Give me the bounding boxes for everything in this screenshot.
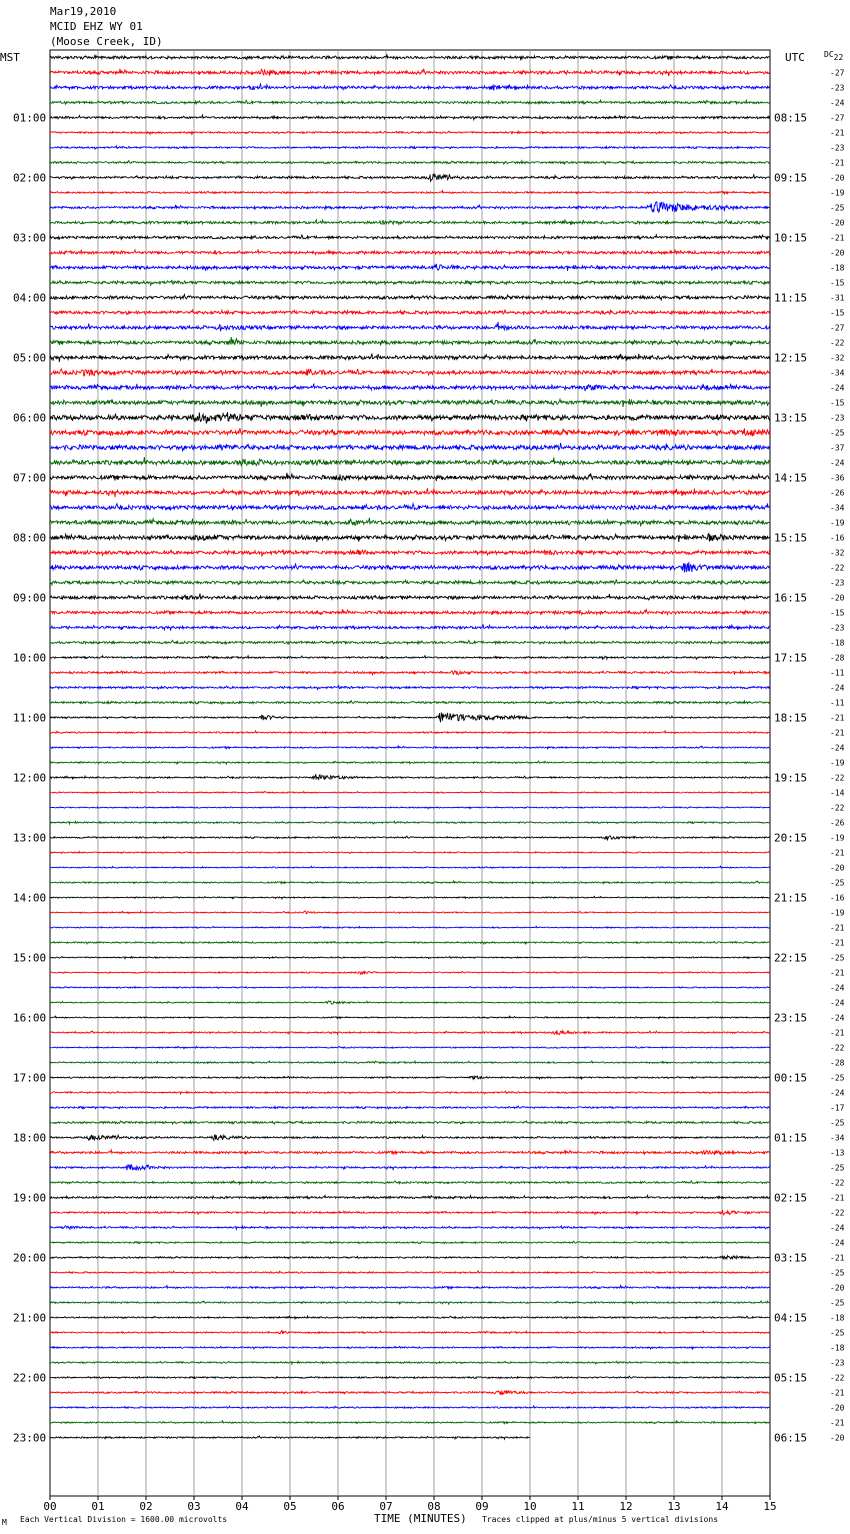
right-hour-label: 03:15 <box>774 1251 808 1265</box>
trace-row-70 <box>50 1106 770 1109</box>
trace-row-26 <box>50 443 770 451</box>
left-hour-label: 08:00 <box>13 531 47 545</box>
trace-row-25 <box>50 428 770 436</box>
left-hour-label: 21:00 <box>13 1311 47 1325</box>
trace-row-16 <box>50 295 770 300</box>
dc-offset-label: -23 <box>830 143 845 153</box>
dc-offset-label: -28 <box>830 1058 845 1068</box>
right-hour-label: 13:15 <box>774 411 808 425</box>
trace-row-43 <box>50 701 770 704</box>
trace-row-81 <box>50 1271 770 1274</box>
dc-offset-label: -24 <box>830 1088 845 1098</box>
right-hour-label: 21:15 <box>774 891 808 905</box>
dc-offset-label: -21 <box>830 128 845 138</box>
trace-row-21 <box>50 369 770 376</box>
trace-row-84 <box>50 1316 770 1319</box>
dc-offset-label: -26 <box>830 488 845 498</box>
dc-offset-label: -34 <box>830 503 845 513</box>
left-hour-label: 16:00 <box>13 1011 47 1025</box>
dc-offset-label: -24 <box>830 383 845 393</box>
right-hour-label: 14:15 <box>774 471 808 485</box>
trace-row-18 <box>50 322 770 331</box>
right-hour-label: 19:15 <box>774 771 808 785</box>
left-hour-label: 02:00 <box>13 171 47 185</box>
dc-offset-label: -25 <box>830 953 845 963</box>
trace-row-87 <box>50 1361 770 1364</box>
trace-row-64 <box>50 1016 770 1018</box>
left-hour-label: 07:00 <box>13 471 47 485</box>
dc-offset-label: -21 <box>830 938 845 948</box>
trace-row-47 <box>50 761 770 764</box>
dc-offset-label: -32 <box>830 353 845 363</box>
trace-row-57 <box>50 911 770 914</box>
dc-offset-label: -20 <box>830 1403 845 1413</box>
header-location: (Moose Creek, ID) <box>50 35 163 48</box>
trace-row-55 <box>50 881 770 884</box>
left-hour-label: 17:00 <box>13 1071 47 1085</box>
dc-header-label <box>824 50 843 62</box>
dc-offset-label: -20 <box>830 593 845 603</box>
right-hour-label: 17:15 <box>774 651 808 665</box>
trace-row-39 <box>50 640 770 644</box>
dc-offset-label: -20 <box>830 1433 845 1443</box>
dc-offset-label: -23 <box>830 413 845 423</box>
right-hour-label: 22:15 <box>774 951 808 965</box>
dc-offset-label: -14 <box>830 788 845 798</box>
dc-offset-label: -28 <box>830 653 845 663</box>
trace-row-80 <box>50 1256 770 1260</box>
dc-first-value: 22 <box>833 53 844 62</box>
left-hour-label: 19:00 <box>13 1191 47 1205</box>
right-hour-label: 01:15 <box>774 1131 808 1145</box>
division-note: Each Vertical Division = 1600.00 microvolts <box>20 1515 228 1524</box>
trace-row-32 <box>50 534 770 543</box>
left-hour-label: 01:00 <box>13 111 47 125</box>
dc-offset-label: -19 <box>830 908 845 918</box>
dc-offset-label: -24 <box>830 743 845 753</box>
right-hour-label: 02:15 <box>774 1191 808 1205</box>
dc-offset-label: -15 <box>830 278 845 288</box>
trace-row-66 <box>50 1046 770 1048</box>
trace-row-1 <box>50 69 770 76</box>
trace-row-74 <box>50 1164 770 1170</box>
dc-offset-label: -15 <box>830 608 845 618</box>
trace-row-90 <box>50 1406 770 1409</box>
dc-offset-label: -21 <box>830 158 845 168</box>
left-hour-label: 23:00 <box>13 1431 47 1445</box>
dc-offset-label: -22 <box>830 1373 845 1383</box>
dc-offset-label: -34 <box>830 368 845 378</box>
trace-row-85 <box>50 1331 770 1334</box>
trace-row-88 <box>50 1376 770 1379</box>
x-tick-label: 15 <box>763 1500 777 1513</box>
dc-offset-label: -27 <box>830 113 845 123</box>
dc-offset-label: -25 <box>830 1328 845 1338</box>
x-tick-label: 10 <box>523 1500 537 1513</box>
trace-row-2 <box>50 84 770 91</box>
trace-row-59 <box>50 941 770 944</box>
dc-label: DC <box>824 50 834 59</box>
dc-offset-label: -25 <box>830 1298 845 1308</box>
dc-offset-label: -21 <box>830 1253 845 1263</box>
scale-mark: M <box>2 1518 7 1527</box>
x-tick-label: 14 <box>715 1500 729 1513</box>
trace-row-46 <box>50 746 770 749</box>
trace-row-75 <box>50 1181 770 1184</box>
trace-row-89 <box>50 1391 770 1395</box>
trace-row-35 <box>50 579 770 585</box>
trace-row-24 <box>50 412 770 423</box>
header-date: Mar19,2010 <box>50 5 117 18</box>
dc-offset-label: -20 <box>830 248 845 258</box>
trace-row-4 <box>50 115 770 120</box>
dc-offset-label: -24 <box>830 1013 845 1023</box>
dc-offset-label: -25 <box>830 878 845 888</box>
trace-row-8 <box>50 174 770 181</box>
left-hour-label: 10:00 <box>13 651 47 665</box>
dc-offset-label: -22 <box>830 1043 845 1053</box>
right-hour-label: 04:15 <box>774 1311 808 1325</box>
trace-row-42 <box>50 686 770 690</box>
trace-row-48 <box>50 774 770 779</box>
dc-offset-label: -21 <box>830 1028 845 1038</box>
trace-row-44 <box>50 713 770 722</box>
right-hour-label: 18:15 <box>774 711 808 725</box>
right-hour-label: 11:15 <box>774 291 808 305</box>
right-hour-label: 20:15 <box>774 831 808 845</box>
x-tick-label: 04 <box>235 1500 249 1513</box>
dc-offset-label: -17 <box>830 1103 845 1113</box>
dc-offset-label: -13 <box>830 1148 845 1158</box>
trace-row-63 <box>50 1001 770 1004</box>
trace-row-22 <box>50 384 770 392</box>
dc-offset-label: -19 <box>830 518 845 528</box>
trace-row-13 <box>50 250 770 256</box>
dc-offset-label: -24 <box>830 998 845 1008</box>
dc-offset-label: -15 <box>830 308 845 318</box>
dc-offset-label: -20 <box>830 1283 845 1293</box>
dc-offset-label: -11 <box>830 698 845 708</box>
trace-row-79 <box>50 1241 770 1244</box>
dc-offset-label: -25 <box>830 1163 845 1173</box>
left-hour-label: 13:00 <box>13 831 47 845</box>
dc-offset-label: -20 <box>830 863 845 873</box>
header-station: MCID EHZ WY 01 <box>50 20 143 33</box>
trace-row-27 <box>50 457 770 466</box>
x-tick-label: 06 <box>331 1500 345 1513</box>
trace-row-58 <box>50 926 770 928</box>
trace-row-3 <box>50 100 770 104</box>
trace-row-72 <box>50 1135 770 1140</box>
trace-row-82 <box>50 1286 770 1289</box>
trace-row-69 <box>50 1091 770 1094</box>
seismic-traces <box>50 54 770 1439</box>
trace-row-10 <box>50 202 770 213</box>
dc-offset-label: -27 <box>830 68 845 78</box>
trace-row-67 <box>50 1061 770 1063</box>
dc-offset-label: -22 <box>830 1208 845 1218</box>
x-tick-label: 11 <box>571 1500 585 1513</box>
x-axis <box>43 1496 776 1513</box>
dc-offset-label: -31 <box>830 293 845 303</box>
dc-offset-label: -22 <box>830 338 845 348</box>
trace-row-71 <box>50 1121 770 1124</box>
trace-row-33 <box>50 549 770 556</box>
x-tick-label: 05 <box>283 1500 297 1513</box>
dc-offset-label: -25 <box>830 1268 845 1278</box>
right-hour-label: 16:15 <box>774 591 808 605</box>
right-hour-label: 15:15 <box>774 531 808 545</box>
dc-offset-label: -22 <box>830 803 845 813</box>
left-hour-label: 05:00 <box>13 351 47 365</box>
right-hour-label: 05:15 <box>774 1371 808 1385</box>
x-tick-label: 08 <box>427 1500 441 1513</box>
left-hour-label: 04:00 <box>13 291 47 305</box>
dc-offset-label: -24 <box>830 458 845 468</box>
trace-row-62 <box>50 987 770 989</box>
left-hour-label: 09:00 <box>13 591 47 605</box>
trace-row-34 <box>50 562 770 572</box>
dc-offset-label: -34 <box>830 1133 845 1143</box>
trace-row-36 <box>50 594 770 600</box>
left-hour-label: 11:00 <box>13 711 47 725</box>
trace-row-7 <box>50 161 770 164</box>
x-tick-label: 03 <box>187 1500 201 1513</box>
trace-row-68 <box>50 1076 770 1079</box>
trace-row-65 <box>50 1030 770 1034</box>
dc-offset-label: -27 <box>830 323 845 333</box>
trace-row-31 <box>50 518 770 527</box>
x-tick-label: 07 <box>379 1500 393 1513</box>
left-hour-label: 06:00 <box>13 411 47 425</box>
clip-note: Traces clipped at plus/minus 5 vertical divisions <box>482 1515 719 1524</box>
left-hour-label: 22:00 <box>13 1371 47 1385</box>
trace-row-15 <box>50 280 770 285</box>
dc-offset-label: -18 <box>830 263 845 273</box>
trace-row-77 <box>50 1210 770 1215</box>
trace-row-14 <box>50 264 770 271</box>
x-axis-title: TIME (MINUTES) <box>374 1512 467 1525</box>
trace-row-91 <box>50 1421 770 1424</box>
trace-row-0 <box>50 54 770 59</box>
trace-row-50 <box>50 807 770 809</box>
trace-row-53 <box>50 851 770 853</box>
right-hour-label: 06:15 <box>774 1431 808 1445</box>
right-hour-label: 23:15 <box>774 1011 808 1025</box>
trace-row-51 <box>50 821 770 824</box>
trace-row-38 <box>50 625 770 631</box>
dc-offset-label: -19 <box>830 833 845 843</box>
dc-offset-label: -16 <box>830 533 845 543</box>
right-hour-labels <box>774 112 807 1445</box>
x-tick-label: 13 <box>667 1500 681 1513</box>
dc-offset-label: -25 <box>830 1118 845 1128</box>
trace-row-17 <box>50 309 770 314</box>
trace-row-30 <box>50 504 770 511</box>
left-timezone-label: MST <box>0 51 20 64</box>
dc-offset-label: -21 <box>830 1418 845 1428</box>
dc-offset-label: -23 <box>830 83 845 93</box>
dc-offset-label: -21 <box>830 1193 845 1203</box>
trace-row-12 <box>50 235 770 240</box>
trace-row-49 <box>50 791 770 793</box>
trace-row-54 <box>50 866 770 868</box>
trace-row-52 <box>50 836 770 840</box>
dc-offset-label: -24 <box>830 1238 845 1248</box>
trace-row-76 <box>50 1195 770 1198</box>
dc-offset-label: -23 <box>830 578 845 588</box>
dc-offset-label: -18 <box>830 638 845 648</box>
dc-offset-label: -21 <box>830 233 845 243</box>
trace-row-23 <box>50 399 770 407</box>
dc-offset-label: -36 <box>830 473 845 483</box>
trace-row-83 <box>50 1301 770 1304</box>
trace-row-40 <box>50 656 770 660</box>
x-tick-label: 12 <box>619 1500 633 1513</box>
dc-offset-label: -37 <box>830 443 845 453</box>
left-hour-label: 14:00 <box>13 891 47 905</box>
dc-offset-label: -20 <box>830 173 845 183</box>
x-tick-label: 09 <box>475 1500 489 1513</box>
trace-row-45 <box>50 731 770 734</box>
dc-offset-label: -32 <box>830 548 845 558</box>
left-hour-label: 18:00 <box>13 1131 47 1145</box>
trace-row-73 <box>50 1150 770 1155</box>
trace-row-60 <box>50 957 770 959</box>
trace-row-19 <box>50 337 770 346</box>
trace-row-11 <box>50 220 770 225</box>
right-hour-label: 00:15 <box>774 1071 808 1085</box>
left-hour-label: 15:00 <box>13 951 47 965</box>
trace-row-78 <box>50 1226 770 1230</box>
right-timezone-label: UTC <box>785 51 805 64</box>
trace-row-56 <box>50 896 770 899</box>
dc-offset-label: -18 <box>830 1343 845 1353</box>
dc-offset-label: -16 <box>830 893 845 903</box>
dc-offset-label: -24 <box>830 1223 845 1233</box>
left-hour-label: 20:00 <box>13 1251 47 1265</box>
dc-offset-label: -25 <box>830 428 845 438</box>
dc-offset-label: -21 <box>830 713 845 723</box>
dc-offset-label: -25 <box>830 203 845 213</box>
dc-offset-label: -18 <box>830 1313 845 1323</box>
left-hour-label: 03:00 <box>13 231 47 245</box>
right-hour-label: 08:15 <box>774 111 808 125</box>
trace-row-9 <box>50 191 770 194</box>
dc-offset-label: -21 <box>830 968 845 978</box>
trace-row-5 <box>50 131 770 134</box>
dc-offset-label: -11 <box>830 668 845 678</box>
trace-row-61 <box>50 971 770 974</box>
dc-offset-label: -21 <box>830 848 845 858</box>
dc-offset-label: -24 <box>830 683 845 693</box>
dc-offset-label: -21 <box>830 1388 845 1398</box>
dc-offset-label: -22 <box>830 563 845 573</box>
x-tick-label: 01 <box>91 1500 105 1513</box>
dc-offset-label: -23 <box>830 623 845 633</box>
dc-offset-label: -22 <box>830 773 845 783</box>
dc-offset-label: -25 <box>830 1073 845 1083</box>
right-hour-label: 10:15 <box>774 231 808 245</box>
left-hour-label: 12:00 <box>13 771 47 785</box>
left-hour-labels <box>13 112 46 1445</box>
dc-offset-label: -19 <box>830 758 845 768</box>
dc-offset-label: -21 <box>830 923 845 933</box>
dc-offset-label: -24 <box>830 983 845 993</box>
x-tick-label: 02 <box>139 1500 153 1513</box>
right-hour-label: 09:15 <box>774 171 808 185</box>
dc-offset-label: -22 <box>830 1178 845 1188</box>
dc-offset-label: -21 <box>830 728 845 738</box>
dc-offset-label: -26 <box>830 818 845 828</box>
trace-row-6 <box>50 146 770 149</box>
dc-offset-label: -15 <box>830 398 845 408</box>
dc-offset-label: -24 <box>830 98 845 108</box>
trace-row-41 <box>50 671 770 675</box>
trace-row-28 <box>50 473 770 481</box>
dc-offset-label: -19 <box>830 188 845 198</box>
trace-row-20 <box>50 354 770 362</box>
trace-row-37 <box>50 609 770 615</box>
dc-offset-label: -20 <box>830 218 845 228</box>
trace-row-86 <box>50 1346 770 1349</box>
dc-offset-labels <box>830 69 845 1443</box>
dc-offset-label: -23 <box>830 1358 845 1368</box>
x-tick-label: 00 <box>43 1500 57 1513</box>
trace-row-29 <box>50 488 770 497</box>
right-hour-label: 12:15 <box>774 351 808 365</box>
